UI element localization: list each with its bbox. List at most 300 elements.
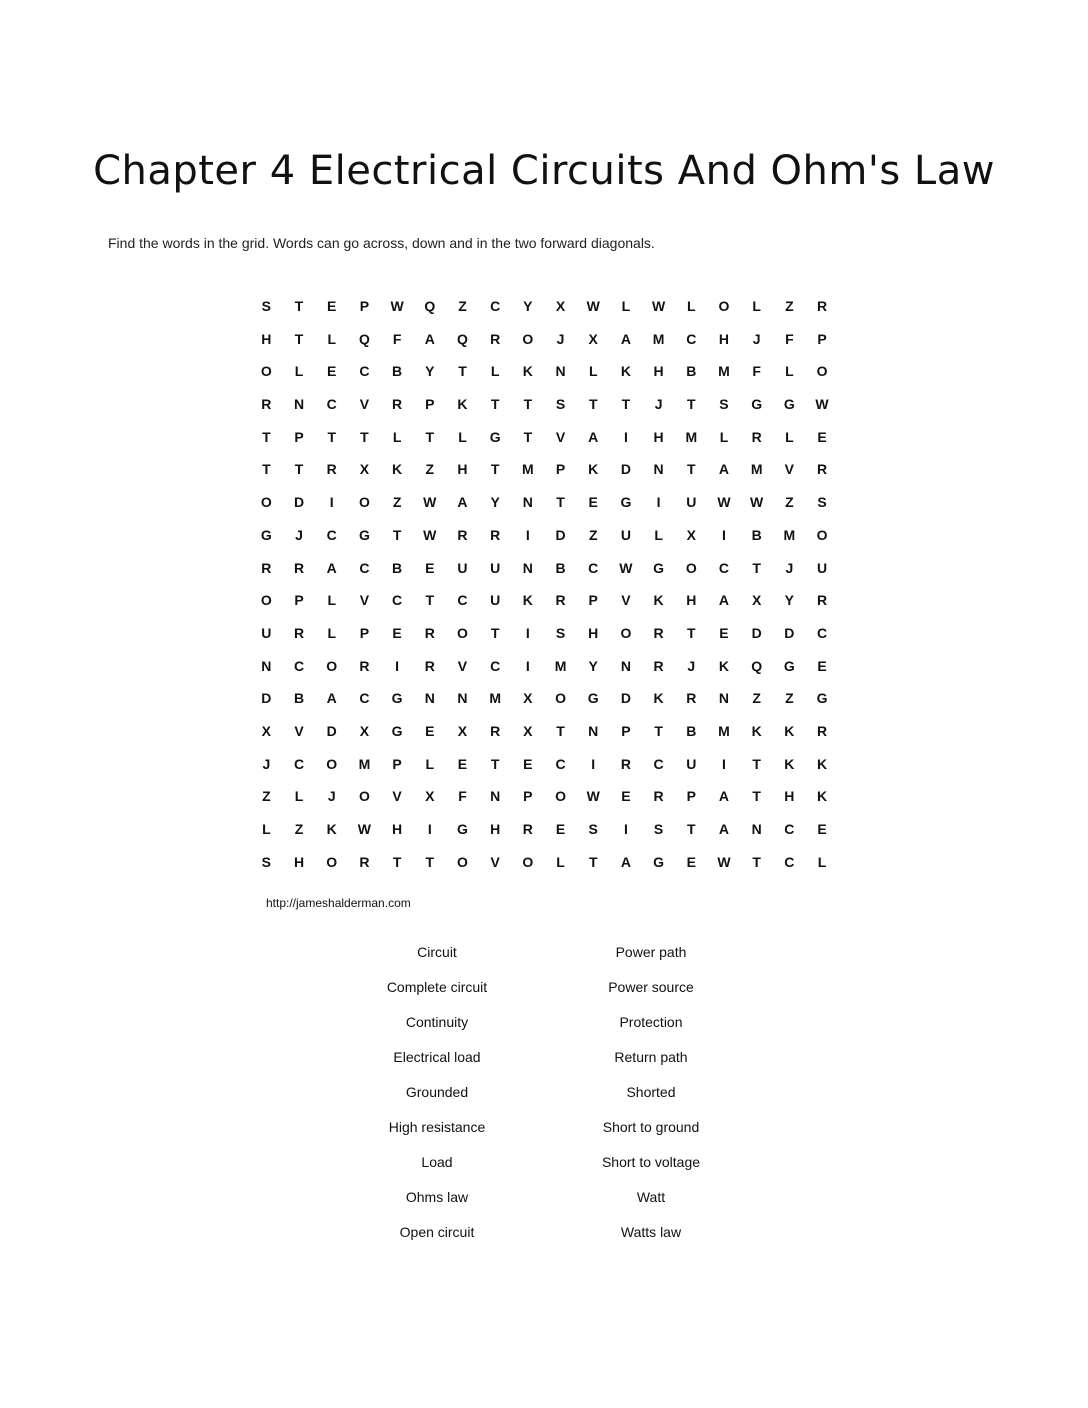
grid-letter: I (427, 821, 432, 837)
grid-letter: K (816, 755, 828, 772)
grid-letter: K (784, 722, 795, 739)
grid-letter: I (525, 624, 530, 641)
grid-letter: U (686, 494, 697, 511)
grid-letter: L (556, 853, 565, 870)
word-search-grid (250, 292, 838, 880)
grid-letter: R (424, 624, 435, 641)
grid-letter: T (392, 853, 402, 870)
grid-letter: A (718, 461, 730, 478)
grid-letter: X (555, 298, 566, 314)
grid-letter: R (620, 755, 631, 772)
grid-letter: Z (785, 298, 794, 314)
grid-letter: I (722, 755, 726, 772)
grid-letter: C (293, 755, 305, 772)
grid-letter: M (554, 657, 567, 674)
grid-letter: G (587, 690, 599, 707)
grid-letter: R (653, 788, 664, 805)
grid-letter: W (423, 526, 437, 543)
grid-letter: T (752, 559, 761, 576)
grid-letter: Q (751, 657, 763, 674)
grid-letter: D (261, 690, 272, 707)
grid-letter: H (261, 330, 272, 347)
grid-letter: V (621, 592, 631, 609)
grid-letter: T (588, 396, 598, 413)
word-list-item: Circuit (417, 944, 457, 960)
grid-letter: C (293, 657, 305, 674)
grid-letter: V (392, 788, 402, 805)
word-list-item: Ohms law (405, 1189, 469, 1205)
grid-letter: J (262, 755, 271, 772)
grid-letter: U (457, 559, 468, 576)
grid-letter: R (490, 722, 501, 739)
grid-letter: T (752, 853, 761, 870)
grid-letter: B (293, 690, 305, 707)
word-list-item: Watts law (620, 1224, 682, 1240)
grid-letter: J (654, 396, 663, 413)
grid-letter: U (490, 559, 501, 576)
grid-letter: E (817, 657, 827, 674)
grid-letter: T (654, 722, 663, 739)
grid-letter: E (817, 821, 827, 837)
grid-letter: R (424, 657, 435, 674)
grid-letter: O (620, 624, 632, 641)
grid-letter: P (294, 428, 304, 445)
word-list-item: Open circuit (399, 1224, 475, 1240)
instructions-text: Find the words in the grid. Words can go across, down and in the two forward diagonals. (108, 235, 655, 251)
word-list-item: Continuity (405, 1014, 469, 1030)
grid-letter: G (391, 722, 403, 739)
grid-letter: B (686, 363, 697, 380)
grid-letter: M (522, 461, 534, 478)
word-list-item: Power path (615, 944, 687, 960)
grid-letter: R (816, 461, 828, 478)
page-title: Chapter 4 Electrical Circuits And Ohm's Law (93, 148, 995, 194)
grid-letter: D (784, 624, 795, 641)
grid-letter: X (588, 330, 598, 347)
grid-letter: D (620, 461, 631, 478)
grid-letter: W (717, 853, 731, 870)
grid-letter: N (261, 657, 272, 674)
grid-letter: N (588, 722, 599, 739)
source-url: http://jameshalderman.com (266, 896, 411, 910)
grid-letter: C (359, 559, 370, 576)
grid-letter: K (522, 592, 533, 609)
grid-letter: T (458, 363, 467, 380)
grid-letter: I (722, 526, 726, 543)
grid-letter: V (294, 722, 304, 739)
grid-letter: X (751, 592, 762, 609)
grid-letter: G (489, 428, 501, 445)
grid-letter: E (817, 428, 827, 445)
grid-letter: S (261, 298, 272, 314)
grid-letter: I (395, 657, 400, 674)
grid-letter: T (621, 396, 631, 413)
grid-letter: F (785, 330, 794, 347)
grid-letter: N (424, 690, 435, 707)
grid-letter: O (358, 494, 370, 511)
word-list-item: Short to voltage (601, 1154, 701, 1170)
grid-letter: W (651, 298, 666, 314)
grid-letter: X (261, 722, 272, 739)
grid-letter: V (457, 657, 468, 674)
grid-letter: D (293, 494, 305, 511)
grid-letter: K (392, 461, 403, 478)
grid-letter: S (555, 396, 566, 413)
grid-letter: X (359, 461, 370, 478)
grid-letter: Z (785, 690, 794, 707)
grid-letter: L (654, 526, 663, 543)
grid-letter: O (260, 363, 272, 380)
grid-letter: W (586, 298, 600, 314)
word-list-item: Electrical load (393, 1049, 481, 1065)
grid-letter: T (752, 788, 761, 805)
grid-letter: D (751, 624, 762, 641)
grid-letter: P (817, 330, 827, 347)
grid-letter: Y (490, 494, 500, 511)
grid-letter: R (653, 657, 664, 674)
grid-letter: B (392, 559, 403, 576)
grid-letter: O (816, 363, 828, 380)
word-list-item: High resistance (388, 1119, 486, 1135)
grid-letter: T (294, 461, 304, 478)
grid-letter: L (294, 788, 304, 805)
grid-letter: B (555, 559, 566, 576)
grid-letter: B (392, 363, 403, 380)
grid-letter: C (359, 690, 370, 707)
grid-letter: H (392, 821, 403, 837)
grid-letter: P (359, 298, 370, 314)
grid-letter: K (620, 363, 631, 380)
grid-letter: W (586, 788, 600, 805)
grid-letter: O (358, 788, 370, 805)
grid-letter: U (686, 755, 697, 772)
grid-letter: L (621, 298, 631, 314)
grid-letter: R (816, 592, 828, 609)
grid-letter: G (653, 559, 665, 576)
grid-letter: G (358, 526, 370, 543)
grid-letter: T (490, 755, 500, 772)
grid-letter: U (490, 592, 501, 609)
grid-letter: T (327, 428, 336, 445)
grid-letter: C (686, 330, 697, 347)
grid-letter: P (523, 788, 533, 805)
grid-letter: S (588, 821, 598, 837)
grid-letter: R (522, 821, 533, 837)
grid-letter: L (817, 853, 827, 870)
grid-letter: R (392, 396, 403, 413)
grid-letter: T (556, 722, 565, 739)
grid-letter: H (718, 330, 730, 347)
grid-letter: L (262, 821, 271, 837)
grid-letter: U (620, 526, 631, 543)
grid-letter: C (326, 526, 337, 543)
grid-letter: R (293, 559, 305, 576)
grid-letter: T (490, 396, 500, 413)
grid-letter: I (329, 494, 334, 511)
grid-letter: F (752, 363, 761, 380)
grid-letter: A (424, 330, 435, 347)
grid-letter: R (751, 428, 762, 445)
grid-letter: T (588, 853, 598, 870)
grid-letter: P (588, 592, 598, 609)
grid-letter: C (392, 592, 403, 609)
grid-letter: R (686, 690, 697, 707)
grid-letter: Q (457, 330, 468, 347)
grid-letter: Z (785, 494, 794, 511)
grid-letter: A (326, 559, 337, 576)
grid-letter: R (555, 592, 566, 609)
grid-letter: V (490, 853, 500, 870)
grid-letter: N (751, 821, 762, 837)
grid-letter: E (425, 722, 435, 739)
grid-letter: N (620, 657, 631, 674)
grid-letter: C (457, 592, 468, 609)
grid-letter: K (718, 657, 730, 674)
grid-letter: J (327, 788, 336, 805)
grid-letter: N (490, 788, 501, 805)
grid-letter: G (783, 396, 795, 413)
grid-letter: L (294, 363, 304, 380)
grid-letter: C (784, 853, 795, 870)
grid-letter: S (817, 494, 827, 511)
grid-letter: W (619, 559, 633, 576)
grid-letter: N (653, 461, 664, 478)
grid-letter: Z (458, 298, 467, 314)
grid-letter: C (588, 559, 599, 576)
grid-letter: C (359, 363, 370, 380)
grid-letter: B (686, 722, 697, 739)
grid-letter: Y (588, 657, 598, 674)
grid-letter: W (357, 821, 372, 837)
grid-letter: L (425, 755, 435, 772)
grid-letter: O (457, 853, 468, 870)
grid-letter: K (588, 461, 599, 478)
grid-letter: R (359, 853, 370, 870)
grid-letter: X (457, 722, 468, 739)
grid-letter: I (623, 428, 628, 445)
grid-letter: O (816, 526, 828, 543)
grid-letter: S (653, 821, 664, 837)
grid-letter: A (620, 330, 631, 347)
grid-letter: N (457, 690, 468, 707)
grid-letter: R (457, 526, 468, 543)
grid-letter: X (359, 722, 370, 739)
grid-letter: U (816, 559, 828, 576)
grid-letter: T (687, 624, 696, 641)
grid-letter: P (555, 461, 566, 478)
grid-letter: L (327, 592, 336, 609)
grid-letter: T (687, 396, 696, 413)
grid-letter: T (294, 298, 304, 314)
grid-letter: V (784, 461, 795, 478)
word-list-item: Load (421, 1154, 453, 1170)
grid-letter: A (457, 494, 468, 511)
grid-letter: A (718, 592, 730, 609)
grid-letter: L (785, 428, 794, 445)
grid-letter: R (359, 657, 370, 674)
grid-letter: R (816, 722, 828, 739)
grid-letter: J (752, 330, 761, 347)
grid-letter: Z (294, 821, 304, 837)
grid-letter: T (752, 755, 761, 772)
grid-letter: A (718, 821, 730, 837)
grid-letter: K (784, 755, 795, 772)
grid-letter: E (327, 363, 337, 380)
grid-letter: T (490, 624, 500, 641)
grid-letter: G (260, 526, 272, 543)
grid-letter: O (260, 494, 272, 511)
grid-letter: K (653, 592, 664, 609)
grid-letter: E (588, 494, 598, 511)
grid-letter: C (816, 624, 828, 641)
grid-letter: E (686, 853, 696, 870)
grid-letter: I (525, 657, 530, 674)
grid-letter: L (687, 298, 696, 314)
grid-letter: W (423, 494, 437, 511)
grid-letter: P (621, 722, 631, 739)
grid-letter: K (326, 821, 337, 837)
grid-letter: B (751, 526, 762, 543)
grid-letter: H (653, 363, 664, 380)
grid-letter: O (685, 559, 697, 576)
grid-letter: R (490, 330, 501, 347)
grid-letter: M (718, 722, 730, 739)
grid-letter: O (522, 853, 534, 870)
grid-letter: N (522, 559, 533, 576)
grid-letter: H (457, 461, 468, 478)
grid-letter: T (425, 853, 435, 870)
grid-letter: C (490, 657, 501, 674)
grid-letter: A (326, 690, 337, 707)
grid-letter: G (391, 690, 403, 707)
grid-letter: I (591, 755, 596, 772)
grid-letter: O (555, 788, 566, 805)
grid-letter: L (752, 298, 761, 314)
grid-letter: Z (262, 788, 271, 805)
grid-letter: Q (358, 330, 370, 347)
grid-letter: Y (784, 592, 795, 609)
grid-letter: J (687, 657, 696, 674)
grid-letter: E (621, 788, 631, 805)
grid-letter: S (555, 624, 566, 641)
grid-letter: T (262, 428, 271, 445)
grid-letter: T (687, 461, 696, 478)
grid-letter: A (588, 428, 599, 445)
grid-letter: L (458, 428, 467, 445)
word-list-item: Shorted (626, 1084, 676, 1100)
grid-letter: G (751, 396, 763, 413)
grid-letter: V (359, 396, 370, 413)
grid-letter: L (392, 428, 402, 445)
word-list-item: Short to ground (602, 1119, 700, 1135)
grid-letter: T (262, 461, 271, 478)
grid-letter: M (750, 461, 763, 478)
grid-letter: L (785, 363, 794, 380)
grid-letter: M (685, 428, 698, 445)
grid-letter: X (523, 690, 533, 707)
grid-letter: X (523, 722, 533, 739)
grid-letter: H (653, 428, 664, 445)
grid-letter: N (522, 494, 533, 511)
grid-letter: R (326, 461, 337, 478)
word-list (330, 944, 760, 1259)
grid-letter: F (392, 330, 402, 347)
grid-letter: K (816, 788, 828, 805)
grid-letter: O (457, 624, 468, 641)
grid-letter: J (785, 559, 794, 576)
grid-letter: C (555, 755, 566, 772)
grid-letter: I (525, 526, 530, 543)
grid-letter: T (425, 428, 435, 445)
grid-letter: G (816, 690, 828, 707)
word-list-item: Complete circuit (386, 979, 488, 995)
grid-letter: G (457, 821, 468, 837)
word-list-item: Protection (619, 1014, 683, 1030)
grid-letter: P (359, 624, 370, 641)
grid-letter: W (390, 298, 404, 314)
grid-letter: N (555, 363, 566, 380)
grid-letter: T (392, 526, 402, 543)
grid-letter: M (718, 363, 730, 380)
grid-letter: L (588, 363, 598, 380)
grid-letter: M (358, 755, 371, 772)
grid-letter: O (718, 298, 730, 314)
grid-letter: T (556, 494, 565, 511)
grid-letter: D (555, 526, 566, 543)
grid-letter: K (751, 722, 762, 739)
grid-letter: C (784, 821, 795, 837)
grid-letter: D (326, 722, 337, 739)
grid-letter: L (327, 330, 336, 347)
grid-letter: L (719, 428, 729, 445)
grid-letter: X (425, 788, 435, 805)
grid-letter: H (490, 821, 501, 837)
grid-letter: G (620, 494, 632, 511)
grid-letter: Z (425, 461, 435, 478)
grid-letter: R (293, 624, 305, 641)
grid-letter: S (261, 853, 272, 870)
grid-letter: T (523, 428, 533, 445)
grid-letter: O (555, 690, 566, 707)
grid-letter: E (457, 755, 468, 772)
grid-letter: R (261, 559, 272, 576)
grid-letter: E (327, 298, 337, 314)
grid-letter: Z (392, 494, 402, 511)
grid-letter: M (489, 690, 501, 707)
word-list-item: Watt (636, 1189, 666, 1205)
grid-letter: T (523, 396, 533, 413)
grid-letter: O (326, 657, 338, 674)
grid-letter: F (458, 788, 467, 805)
grid-letter: M (652, 330, 665, 347)
grid-letter: U (261, 624, 272, 641)
grid-letter: P (392, 755, 402, 772)
grid-letter: Z (752, 690, 761, 707)
grid-letter: Z (588, 526, 598, 543)
grid-letter: P (294, 592, 304, 609)
grid-letter: D (620, 690, 631, 707)
word-list-item: Grounded (405, 1084, 469, 1100)
grid-letter: H (293, 853, 305, 870)
grid-letter: X (686, 526, 696, 543)
grid-letter: C (326, 396, 337, 413)
grid-letter: I (623, 821, 628, 837)
grid-letter: K (653, 690, 664, 707)
grid-letter: L (490, 363, 500, 380)
grid-letter: E (425, 559, 435, 576)
grid-letter: J (556, 330, 565, 347)
grid-letter: R (653, 624, 664, 641)
